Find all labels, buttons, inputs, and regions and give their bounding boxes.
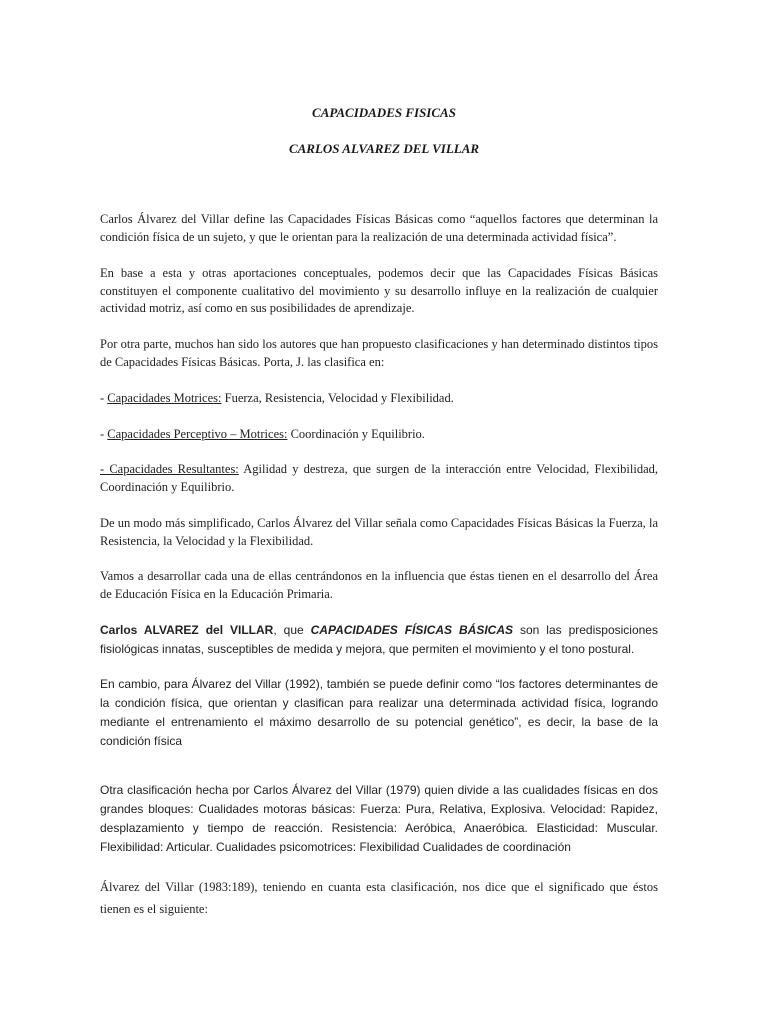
text-fragment: , que xyxy=(273,623,311,637)
list-item-perceptivo-motrices xyxy=(100,426,658,444)
document-title: CAPACIDADES FISICAS xyxy=(312,105,456,120)
capacidades-term: CAPACIDADES FÍSICAS BÁSICAS xyxy=(310,623,514,637)
paragraph-alternative-definition: En cambio, para Álvarez del Villar (1992), también se puede definir como “los factores determinantes de la condición física, que orientan y clasifican para realizar una determinada actividad física, logrando mediante el entrenamiento el máximo desarrollo de su potencial genético”, es decir, la base de la condición física xyxy=(100,677,658,748)
list-item-motrices xyxy=(100,390,658,408)
list-item-desc: Coordinación y Equilibrio. xyxy=(287,427,425,441)
paragraph-other-classification: Otra clasificación hecha por Carlos Álvarez del Villar (1979) quien divide a las cualidades físicas en dos grandes bloques: Cualidades motoras básicas: Fuerza: Pura, Relativa, Explosiva. Velocidad: Rapidez, desplazamiento y tiempo de reacción. Resistencia: Aeróbica, Anaeróbica. Elasticidad: Muscular. Flexibilidad: Articular. Cualidades psicomotrices: Flexibilidad Cualidades de coordinación xyxy=(100,783,658,854)
document-subtitle: CARLOS ALVAREZ DEL VILLAR xyxy=(288,141,480,156)
paragraph-classification-intro: Por otra parte, muchos han sido los autores que han propuesto clasificaciones y han determinado distintos tipos de Capacidades Físicas Básicas. Porta, J. las clasifica en: xyxy=(100,337,658,369)
list-item-term: - Capacidades Resultantes: xyxy=(100,462,239,476)
paragraph-predisposiciones xyxy=(100,621,658,659)
list-item-resultantes xyxy=(100,461,658,496)
paragraph-definition: Carlos Álvarez del Villar define las Capacidades Físicas Básicas como “aquellos factores que determinan la condición física de un sujeto, y que le orientan para la realización de una determinada actividad física”. xyxy=(100,212,658,244)
paragraph-base: En base a esta y otras aportaciones conceptuales, podemos decir que las Capacidades Físicas Básicas constituyen el componente cualitativo del movimiento y su desarrollo influye en la realización de cualquier actividad motriz, así como en sus posibilidades de aprendizaje. xyxy=(100,266,658,315)
author-name: Carlos ALVAREZ del VILLAR xyxy=(100,623,274,637)
paragraph-simplified: De un modo más simplificado, Carlos Álvarez del Villar señala como Capacidades Físicas Básicas la Fuerza, la Resistencia, la Velocidad y la Flexibilidad. xyxy=(100,516,658,548)
list-item-term: Capacidades Perceptivo – Motrices: xyxy=(107,427,288,441)
paragraph-meaning: Álvarez del Villar (1983:189), teniendo en cuanta esta clasificación, nos dice que el significado que éstos tienen es el siguiente: xyxy=(100,880,658,916)
paragraph-develop: Vamos a desarrollar cada una de ellas centrándonos en la influencia que éstas tienen en el desarrollo del Área de Educación Física en la Educación Primaria. xyxy=(100,569,658,601)
list-item-desc: Agilidad y destreza, que surgen de la interacción entre Velocidad, Flexibilidad, Coordinación y Equilibrio. xyxy=(100,462,659,494)
list-item-prefix: - xyxy=(100,427,108,441)
text-fragment: son las predisposiciones fisiológicas innatas, susceptibles de medida y mejora, que permiten el movimiento y el tono postural. xyxy=(100,623,658,656)
list-item-desc: Fuerza, Resistencia, Velocidad y Flexibilidad. xyxy=(221,391,454,405)
list-item-prefix: - xyxy=(100,391,108,405)
list-item-term: Capacidades Motrices: xyxy=(107,391,222,405)
